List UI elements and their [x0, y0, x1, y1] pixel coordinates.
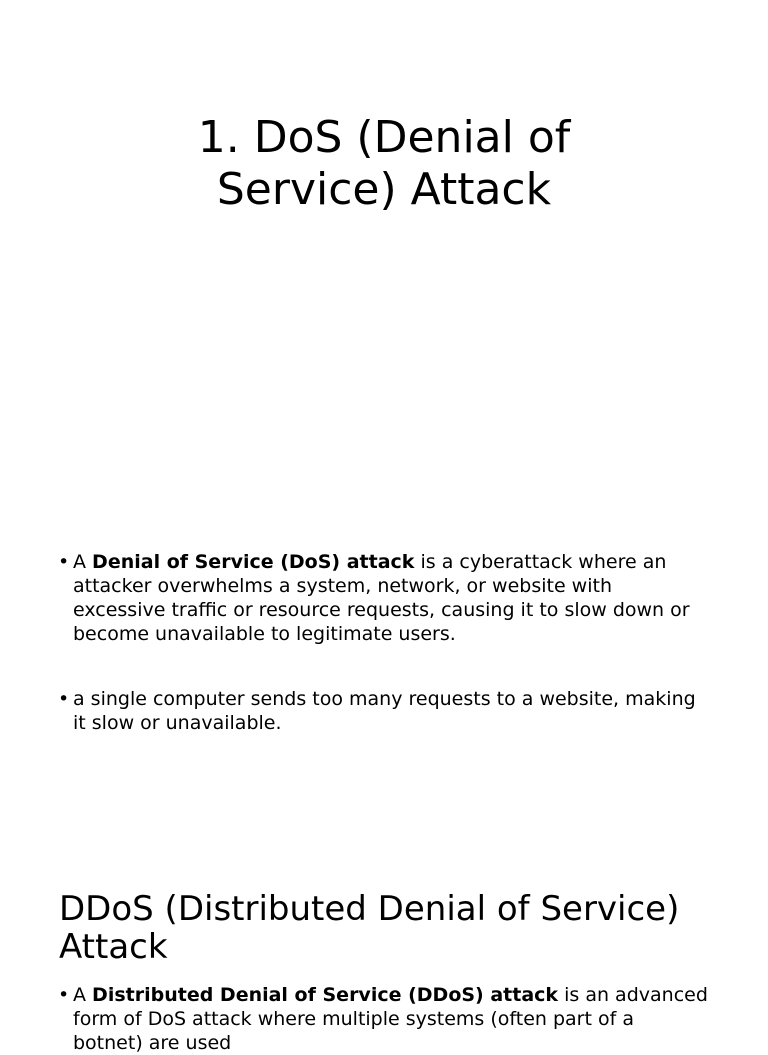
- slide-title-dos: [60, 112, 708, 216]
- bullet-text: a single computer sends too many requests to a website, making it slow or unavailable.: [73, 688, 696, 734]
- section-title-line-2: Attack: [59, 927, 168, 967]
- dos-bullet-list: [58, 550, 708, 735]
- slide-title-line-1: 1. DoS (Denial of: [197, 112, 571, 163]
- list-item: [58, 983, 708, 1055]
- section-title-line-1: DDoS (Distributed Denial of Service): [59, 889, 680, 929]
- bullet-prefix: A: [73, 984, 93, 1006]
- list-item: [58, 550, 708, 646]
- bullet-icon: •: [58, 551, 70, 573]
- bullet-text: is a cyberattack where an attacker overwhelms a system, network, or website with excessive traffic or resource requests, causing it to slow down or become unavailable to legitimate users.: [73, 551, 690, 645]
- bullet-prefix: A: [73, 551, 93, 573]
- bullet-icon: •: [58, 984, 70, 1006]
- ddos-bullet-list: [58, 983, 708, 1055]
- slide-title-line-2: Service) Attack: [216, 164, 552, 215]
- bullet-icon: •: [58, 688, 70, 710]
- bullet-bold-term: Distributed Denial of Service (DDoS) attack: [92, 984, 559, 1006]
- slide-title-ddos: [59, 890, 739, 966]
- list-item: [58, 687, 708, 735]
- bullet-bold-term: Denial of Service (DoS) attack: [92, 551, 415, 573]
- bullet-text: is an advanced form of DoS attack where multiple systems (often part of a botnet) are used: [73, 984, 708, 1054]
